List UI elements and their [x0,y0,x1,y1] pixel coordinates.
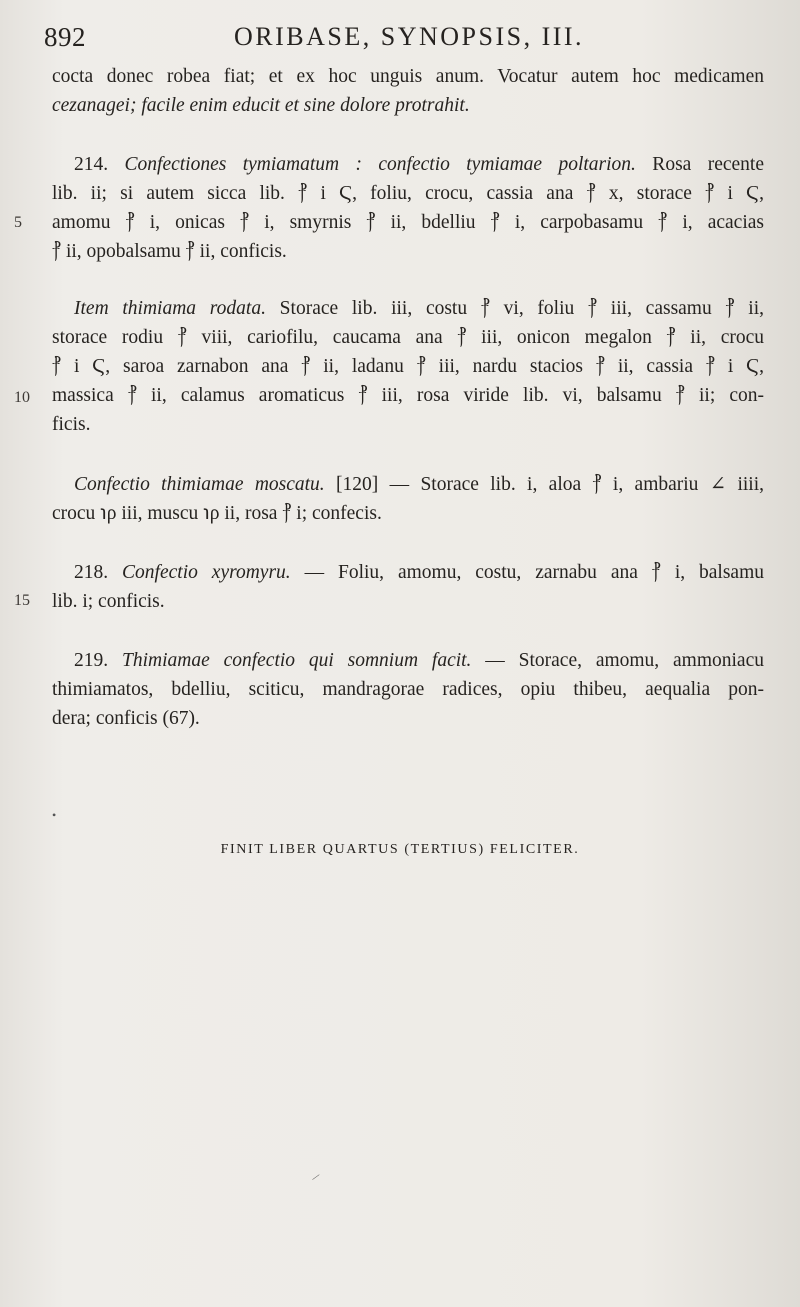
stray-mark: / [310,1170,322,1184]
text-line: ⳨ i Ϛ, saroa zarnabon ana ⳨ ii, ladanu ⳨ iii, nardu stacios ⳨ ii, cassia ⳨ i Ϛ, [52,356,764,377]
text-line: crocu ℩ρ iii, muscu ℩ρ ii, rosa ⳨ i; confecis. [52,503,382,524]
recipe-title: Thimiamae confectio qui somnium facit. [121,650,472,671]
line-number-5: 5 [14,214,22,231]
running-title: ORIBASE, SYNOPSIS, III. [234,22,585,51]
text-line: 218. Confectio xyromyru. — Foliu, amomu, costu, zarnabu ana ⳨ i, balsamu [74,562,765,583]
text-line: ⳨ ii, opobalsamu ⳨ ii, conficis. [52,241,287,262]
paragraph-218 [52,558,764,616]
text-line: thimiamatos, bdelliu, sciticu, mandragorae radices, opiu thibeu, aequalia pon- [52,679,764,700]
text-line: ficis. [52,414,91,435]
text-line: massica ⳨ ii, calamus aromaticus ⳨ iii, rosa viride lib. vi, balsamu ⳨ ii; con- [52,385,764,406]
text-line: Confectio thimiamae moscatu. [120] — Storace lib. i, aloa ⳨ i, ambariu ∠ iiii, [74,474,764,495]
text-line: cezanagei; facile enim educit et sine dolore protrahit. [52,95,470,116]
paragraph-214 [52,150,764,266]
text-line: storace rodiu ⳨ viii, cariofilu, caucama ana ⳨ iii, onicon megalon ⳨ ii, crocu [52,327,764,348]
recipe-title: Item thimiama rodata. [74,298,266,319]
page-number: 892 [44,22,86,52]
paragraph-thimiama-rodata [52,294,764,439]
paragraph-219 [52,646,764,733]
line-number-15: 15 [14,592,30,609]
line-number-10: 10 [14,389,30,406]
recipe-title: Confectio xyromyru. [122,562,291,583]
recipe-title: Confectio thimiamae moscatu. [74,474,325,495]
text-line: amomu ⳨ i, onicas ⳨ i, smyrnis ⳨ ii, bdelliu ⳨ i, carpobasamu ⳨ i, acacias [52,212,764,233]
paragraph-thimiamae-moscatu [52,470,764,528]
text-line: 219. Thimiamae confectio qui somnium facit. — Storace, amomu, ammoniacu [74,650,764,671]
text-line: 214. Confectiones tymiamatum : confectio tymiamae poltarion. Rosa recente [74,154,764,175]
text-line: cocta donec robea fiat; et ex hoc unguis anum. Vocatur autem hoc medicamen [52,66,764,87]
colophon: FINIT LIBER QUARTUS (TERTIUS) FELICITER. [220,842,580,857]
text-line: lib. i; conficis. [52,591,165,612]
paragraph-continuation [52,62,764,120]
recipe-title: Confectiones tymiamatum : confectio tymiamae poltarion. [124,154,636,175]
text-line: dera; conficis (67). [52,708,200,729]
page-header [44,22,764,56]
text-line: Item thimiama rodata. Storace lib. iii, costu ⳨ vi, foliu ⳨ iii, cassamu ⳨ ii, [74,298,764,319]
text-line: lib. ii; si autem sicca lib. ⳨ i Ϛ, foliu, crocu, cassia ana ⳨ x, storace ⳨ i Ϛ, [52,183,764,204]
ink-dot-mark: • [52,808,57,822]
